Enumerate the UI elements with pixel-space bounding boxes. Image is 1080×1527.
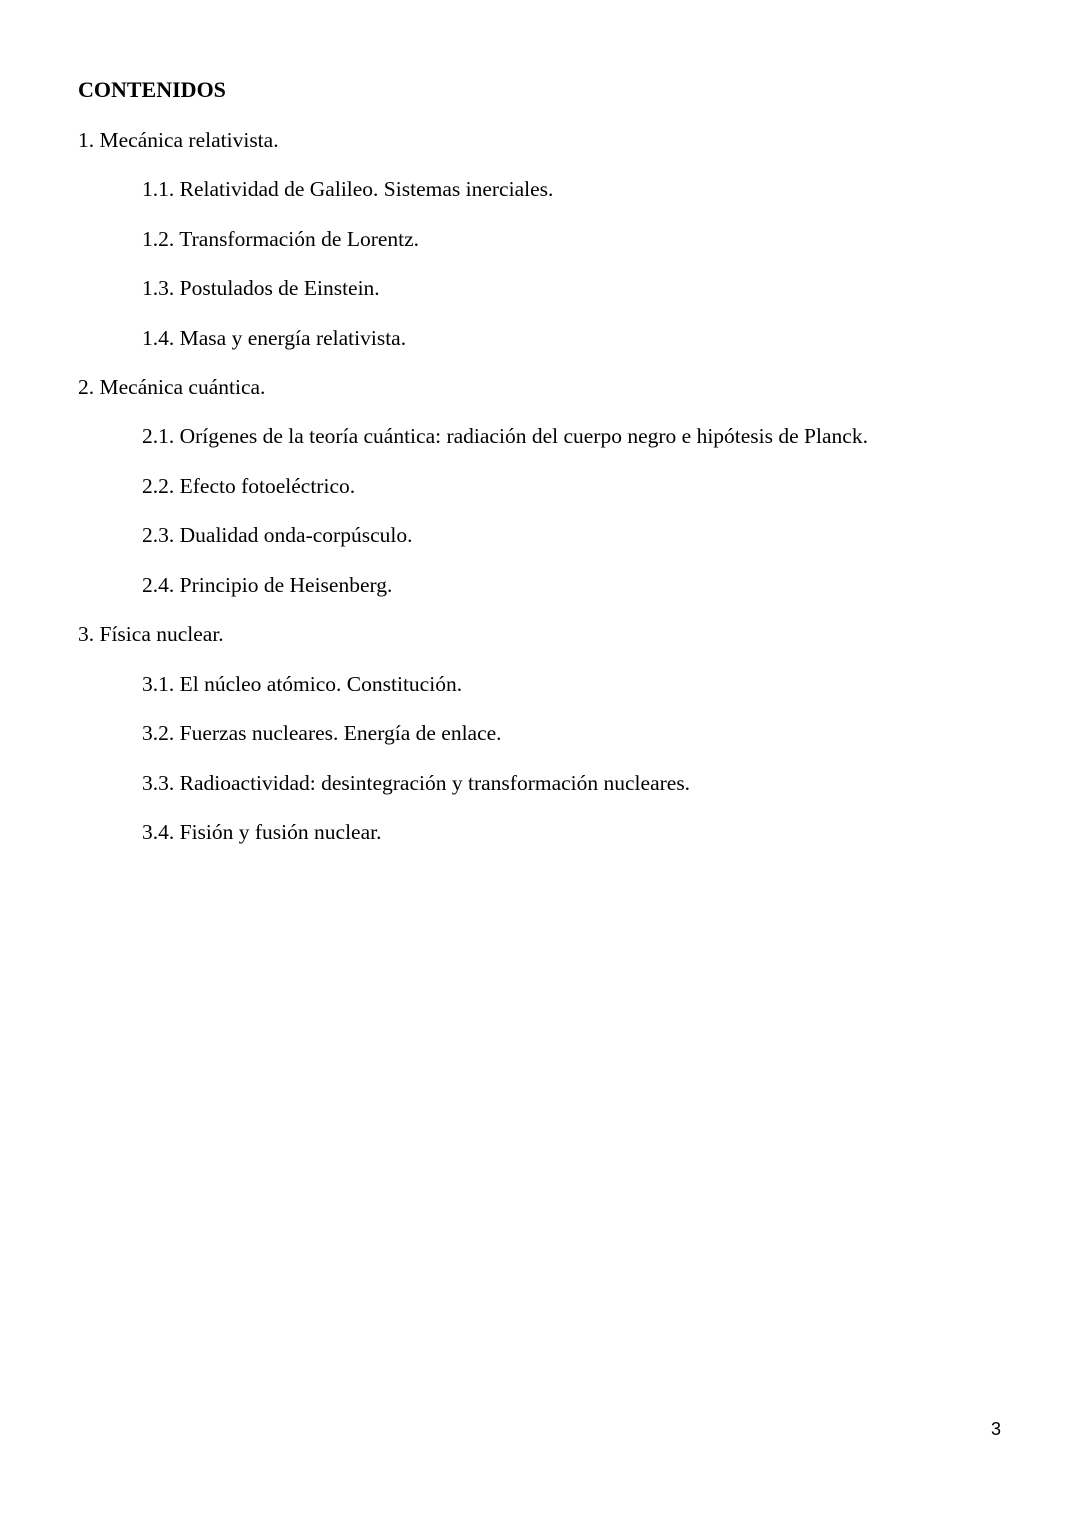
list-item: 1.1. Relatividad de Galileo. Sistemas inerciales. bbox=[142, 177, 554, 201]
list-item: 1.3. Postulados de Einstein. bbox=[142, 276, 380, 300]
list-item: 1.2. Transformación de Lorentz. bbox=[142, 227, 420, 251]
page-number: 3 bbox=[991, 1419, 1002, 1439]
list-item: 3.3. Radioactividad: desintegración y transformación nucleares. bbox=[142, 771, 691, 795]
list-item: 3.1. El núcleo atómico. Constitución. bbox=[142, 672, 463, 696]
page-title: CONTENIDOS bbox=[78, 77, 226, 102]
list-item: 3.2. Fuerzas nucleares. Energía de enlace. bbox=[142, 721, 502, 745]
list-item: 2.1. Orígenes de la teoría cuántica: radiación del cuerpo negro e hipótesis de Planck. bbox=[142, 424, 868, 448]
list-item: 3.4. Fisión y fusión nuclear. bbox=[142, 820, 382, 844]
section-title: 3. Física nuclear. bbox=[78, 622, 224, 646]
list-item: 1.4. Masa y energía relativista. bbox=[142, 326, 407, 350]
list-item: 2.4. Principio de Heisenberg. bbox=[142, 573, 393, 597]
section-title: 2. Mecánica cuántica. bbox=[78, 375, 266, 399]
list-item: 2.3. Dualidad onda-corpúsculo. bbox=[142, 523, 413, 547]
section-title: 1. Mecánica relativista. bbox=[78, 128, 279, 152]
list-item: 2.2. Efecto fotoeléctrico. bbox=[142, 474, 356, 498]
